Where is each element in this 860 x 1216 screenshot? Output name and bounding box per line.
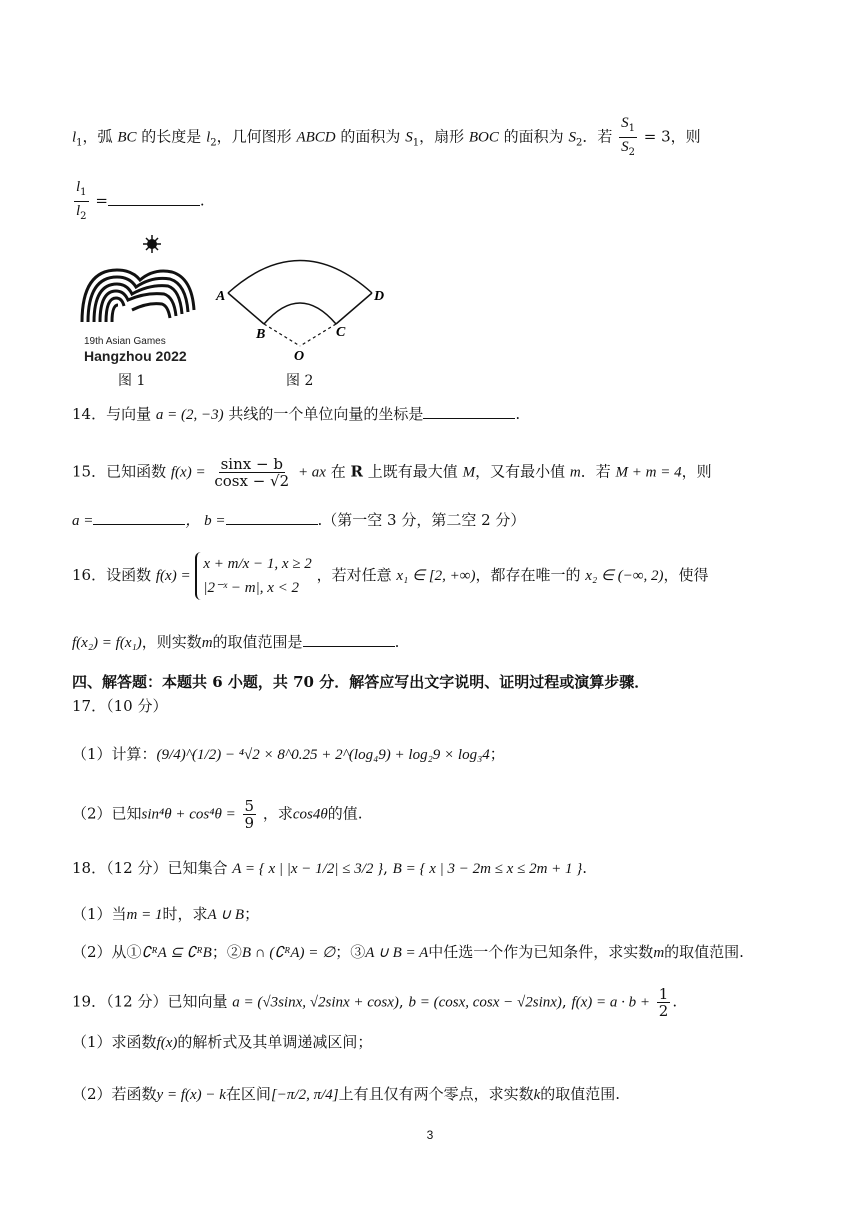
question-18: 18．（12 分）已知集合 A = { x | |x − 1/2| ≤ 3/2 }, B = { x | 3 − 2m ≤ x ≤ 2m + 1 }.: [72, 859, 588, 877]
answer-blank: [108, 191, 200, 206]
piecewise-function: x + m/x − 1, x ≥ 2 |2⁻ˣ − m|, x < 2: [195, 552, 311, 600]
section-4-title: 四、解答题：本题共 6 小题，共 70 分．解答应写出文字说明、证明过程或演算步骤．: [72, 673, 650, 691]
question-16-line2: f(x₂) = f(x₁)，则实数m的取值范围是 .: [72, 633, 400, 651]
figure-2-diagram: [212, 248, 398, 364]
outer-arc: [228, 261, 372, 294]
answer-blank-a: [93, 510, 185, 525]
question-15-answers: a = ， b = .（第一空 3 分，第二空 2 分）: [72, 511, 526, 529]
vector-a: a = (√3sinx, √2sinx + cosx): [232, 994, 399, 1011]
question-15: 15．已知函数 f(x) = $\frac{\sin x - b}{\cos x - √2}$ + ax 在 R 上既有最大值 M，又有最小值 m．若 M + m = 4，则: [72, 455, 712, 490]
question-18-part-2: （2）从①∁ᴿA ⊆ ∁ᴿB；②B ∩ (∁ᴿA) = ∅；③A ∪ B = A中任选一个作为已知条件，求实数m的取值范围.: [72, 943, 744, 961]
label-B: B: [256, 327, 266, 342]
segment-BO: [264, 324, 300, 346]
set-A: A = { x | |x − 1/2| ≤ 3/2 }: [232, 861, 384, 877]
segment-CO: [300, 324, 336, 346]
answer-blank-b: [226, 510, 318, 525]
question-19-part-2: （2）若函数y = f(x) − k在区间[−π/2, π/4]上有且仅有两个零点，求实数k的取值范围.: [72, 1085, 621, 1103]
segment-AB: [228, 293, 264, 324]
question-18-part-1: （1）当m = 1时，求A ∪ B；: [72, 905, 260, 923]
label-A: A: [216, 289, 226, 304]
question-17-part-1: （1）计算：(9/4)^(1/2) − ⁴√2 × 8^0.25 + 2^(log₄9) + log₂9 × log₃4；: [72, 745, 505, 763]
set-B: B = { x | 3 − 2m ≤ x ≤ 2m + 1 }: [392, 861, 583, 877]
q13-continuation: $l_1$，弧 BC 的长度是 $l_2$，几何图形 ABCD 的面积为 $S_1$，扇形 BOC 的面积为 $S_2$．若 $\frac{S_1}{S_2}$ = 3，则: [72, 114, 788, 161]
question-17-head: 17．（10 分）: [72, 697, 168, 715]
answer-blank: [423, 404, 515, 419]
inner-arc: [264, 303, 336, 324]
question-17-part-2: （2）已知sin⁴θ + cos⁴θ = $\frac{5}{9}$ ，求cos4θ的值.: [72, 797, 363, 832]
question-16: 16．设函数 f(x) = x + m/x − 1, x ≥ 2 |2⁻ˣ − m|, x < 2 ，若对任意 x₁ ∈ [2, +∞)，都存在唯一的 x₂ ∈ (−∞, 2)，使得: [72, 552, 788, 600]
label-D: D: [374, 289, 385, 304]
vector-a: a = (2, −3): [155, 407, 224, 423]
area-ratio-fraction: $\frac{S_1}{S_2}$: [621, 115, 635, 158]
vector-b: b = (cosx, cosx − √2sinx): [408, 994, 562, 1011]
figure-1-logo: 19th Asian Games Hangzhou 2022: [72, 232, 202, 362]
page-number: 3: [426, 1128, 434, 1142]
question-19: 19．（12 分）已知向量 a = (√3sinx, √2sinx + cosx), b = (cosx, cosx − √2sinx), f(x) = a · b + $\frac{1}{2}$ .: [72, 985, 678, 1020]
figure-1-caption: 图 1: [118, 373, 146, 389]
figure-2-caption: 图 2: [286, 373, 314, 389]
answer-blank: [303, 632, 395, 647]
label-O: O: [294, 349, 305, 364]
segment-CD: [336, 293, 372, 324]
length-ratio-fraction: $\frac{l_1}{l_2}$: [76, 179, 87, 222]
label-C: C: [336, 325, 346, 340]
question-14: 14．与向量 a = (2, −3) 共线的一个单位向量的坐标是 .: [72, 405, 521, 423]
question-19-part-1: （1）求函数f(x)的解析式及其单调递减区间；: [72, 1033, 373, 1051]
q13-answer-line: $\frac{l_1}{l_2}$ = .: [72, 178, 788, 225]
